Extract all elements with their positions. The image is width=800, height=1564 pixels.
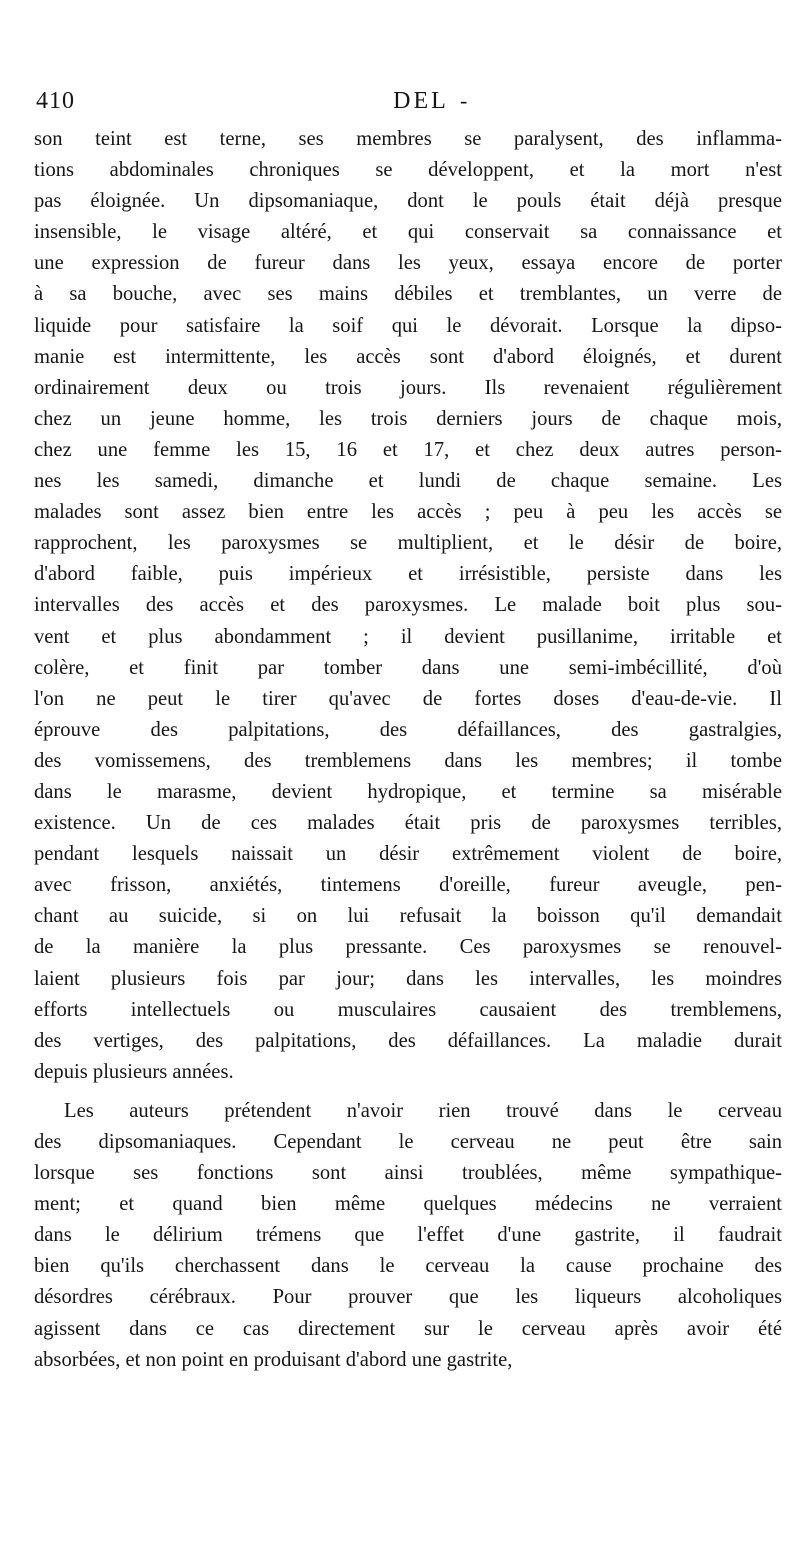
paragraph-1 (34, 124, 782, 1088)
header-mark: - (460, 88, 468, 113)
text-line: d'abord faible, puis impérieux et irrésistible, persiste dans les (34, 563, 782, 586)
paragraph-2 (34, 1096, 782, 1376)
text-line: vent et plus abondamment ; il devient pusillanime, irritable et (34, 625, 782, 648)
text-line: ment; et quand bien même quelques médecins ne verraient (34, 1193, 782, 1216)
text-line: éprouve des palpitations, des défaillances, des gastralgies, (34, 718, 782, 741)
text-line: existence. Un de ces malades était pris de paroxysmes terribles, (34, 812, 782, 835)
body-text (34, 124, 782, 1376)
page-number: 410 (36, 88, 75, 114)
text-line: colère, et finit par tomber dans une semi-imbécillité, d'où (34, 656, 782, 679)
text-line: nes les samedi, dimanche et lundi de chaque semaine. Les (34, 470, 782, 493)
text-line: dans le délirium trémens que l'effet d'une gastrite, il faudrait (34, 1224, 782, 1247)
text-line: des vomissemens, des tremblemens dans les membres; il tombe (34, 749, 782, 772)
text-line: Les auteurs prétendent n'avoir rien trouvé dans le cerveau (64, 1099, 782, 1122)
text-line: bien qu'ils cherchassent dans le cerveau la cause prochaine des (34, 1255, 782, 1278)
paragraph-gap (34, 1088, 782, 1096)
text-line: des vertiges, des palpitations, des défaillances. La maladie durait (34, 1029, 782, 1052)
text-line: intervalles des accès et des paroxysmes. Le malade boit plus sou- (34, 594, 782, 617)
text-line: rapprochent, les paroxysmes se multiplient, et le désir de boire, (34, 532, 782, 555)
text-line: à sa bouche, avec ses mains débiles et tremblantes, un verre de (34, 283, 782, 306)
page-header (36, 88, 776, 122)
text-line: lorsque ses fonctions sont ainsi troublées, même sympathique- (34, 1162, 782, 1185)
text-line: ordinairement deux ou trois jours. Ils revenaient régulièrement (34, 376, 782, 399)
text-line: absorbées, et non point en produisant d'abord une gastrite, (34, 1348, 513, 1371)
text-line: manie est intermittente, les accès sont d'abord éloignés, et durent (34, 345, 782, 368)
text-line: chez une femme les 15, 16 et 17, et chez deux autres person- (34, 438, 782, 461)
text-line: pas éloignée. Un dipsomaniaque, dont le pouls était déjà presque (34, 190, 782, 213)
running-head: DEL (393, 88, 449, 114)
text-line: dans le marasme, devient hydropique, et termine sa misérable (34, 780, 782, 803)
text-line: agissent dans ce cas directement sur le cerveau après avoir été (34, 1317, 782, 1340)
text-line: chez un jeune homme, les trois derniers jours de chaque mois, (34, 407, 782, 430)
text-line: insensible, le visage altéré, et qui conservait sa connaissance et (34, 221, 782, 244)
text-line: désordres cérébraux. Pour prouver que les liqueurs alcoholiques (34, 1286, 782, 1309)
text-line: des dipsomaniaques. Cependant le cerveau ne peut être sain (34, 1131, 782, 1153)
text-line: malades sont assez bien entre les accès ; peu à peu les accès se (34, 501, 782, 524)
text-line: laient plusieurs fois par jour; dans les intervalles, les moindres (34, 967, 782, 990)
text-line: avec frisson, anxiétés, tintemens d'oreille, fureur aveugle, pen- (34, 874, 782, 897)
text-line: efforts intellectuels ou musculaires causaient des tremblemens, (34, 998, 782, 1021)
text-line: son teint est terne, ses membres se paralysent, des inflamma- (34, 128, 782, 150)
text-line: l'on ne peut le tirer qu'avec de fortes doses d'eau-de-vie. Il (34, 687, 782, 710)
text-line: chant au suicide, si on lui refusait la boisson qu'il demandait (34, 905, 782, 928)
text-line: liquide pour satisfaire la soif qui le dévorait. Lorsque la dipso- (34, 314, 782, 337)
text-line: de la manière la plus pressante. Ces paroxysmes se renouvel- (34, 936, 782, 959)
text-line: tions abdominales chroniques se développent, et la mort n'est (34, 159, 782, 182)
text-line: pendant lesquels naissait un désir extrêmement violent de boire, (34, 843, 782, 866)
text-line: une expression de fureur dans les yeux, essaya encore de porter (34, 252, 782, 275)
text-line: depuis plusieurs années. (34, 1060, 234, 1083)
